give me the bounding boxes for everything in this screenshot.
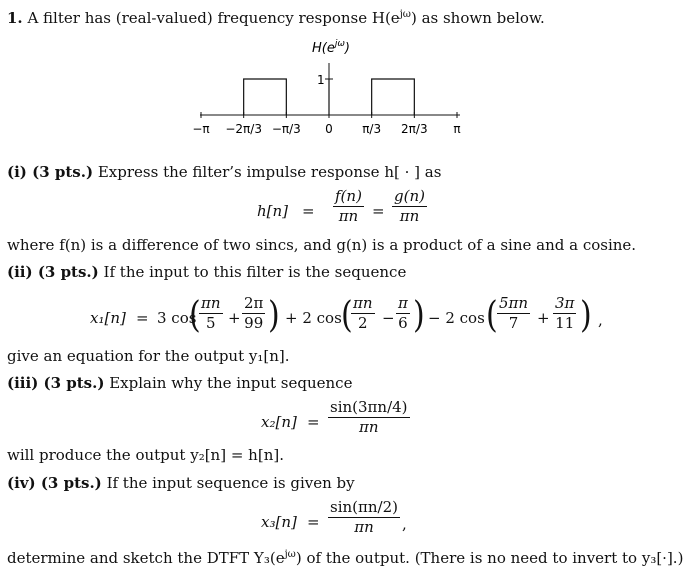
part2-b1-den: 99 xyxy=(244,314,264,332)
part4-lhs: x₃[n] xyxy=(261,513,297,531)
part2-a2-den: 2 xyxy=(357,314,368,332)
part2-a2 xyxy=(351,295,375,332)
problem-intro-tail: ) as shown below. xyxy=(410,9,545,27)
plot-ylabel: $H(e^{j\omega})$ xyxy=(312,39,350,56)
part1-f-num: f(n) xyxy=(335,187,362,205)
part4-follow xyxy=(7,546,683,567)
part2-a3 xyxy=(497,295,530,332)
part3-label: (iii) (3 pts.) xyxy=(7,374,105,392)
part3-follow: will produce the output y₂[n] = h[n]. xyxy=(7,446,284,464)
part2-a3-num: 5πn xyxy=(499,294,529,312)
problem-number: 1. xyxy=(7,9,23,27)
part2-prompt xyxy=(7,264,406,281)
part2-c3: − 2 cos xyxy=(428,309,485,327)
part1-label: (i) (3 pts.) xyxy=(7,163,94,181)
frequency-response-plot xyxy=(0,30,628,180)
part4-follow-sup: jω xyxy=(284,549,296,560)
problem-intro-sup: jω xyxy=(399,9,411,20)
part2-text: If the input to this filter is the sequence xyxy=(103,263,407,281)
part2-a1-num: πn xyxy=(201,294,221,312)
part2-lparen1: ( xyxy=(189,294,201,337)
part1-prompt xyxy=(7,164,441,181)
part3-lhs: x₂[n] xyxy=(261,413,297,431)
x-tick-label-2: −π/3 xyxy=(271,122,301,136)
part2-a2-num: πn xyxy=(353,294,373,312)
part4-text: If the input sequence is given by xyxy=(106,474,355,492)
part2-lhs: x₁[n] xyxy=(90,309,126,327)
part1-f-den: πn xyxy=(338,207,359,225)
part2-follow: give an equation for the output y₁[n]. xyxy=(7,347,290,365)
part4-den: πn xyxy=(354,518,374,536)
part2-rparen1: ) xyxy=(268,294,280,337)
part2-b3-den: 11 xyxy=(555,314,575,332)
part1-g-den: πn xyxy=(399,207,420,225)
part3-eq: = xyxy=(307,413,320,431)
problem-intro: A filter has (real-valued) frequency response H(e xyxy=(27,9,400,27)
passband-2 xyxy=(372,79,415,115)
part2-plus3: + xyxy=(537,309,550,327)
part4-num: sin(πn/2) xyxy=(330,498,398,516)
part2-c1: 3 cos xyxy=(157,309,197,327)
x-tick-label-4: π/3 xyxy=(362,122,382,136)
part2-b3 xyxy=(553,295,576,332)
part3-text: Explain why the input sequence xyxy=(109,374,353,392)
part1-lhs: h[n] xyxy=(257,202,289,220)
part4-label: (iv) (3 pts.) xyxy=(7,474,102,492)
x-tick-label-0: −π xyxy=(192,122,210,136)
part3-den: πn xyxy=(359,418,379,436)
part2-a1-den: 5 xyxy=(205,314,216,332)
part2-b2 xyxy=(396,295,410,332)
x-tick-label-3: 0 xyxy=(325,122,333,136)
x-tick-label-5: 2π/3 xyxy=(401,122,428,136)
part2-comma: , xyxy=(598,311,603,329)
part4-follow-tail: ) of the output. (There is no need to invert to y₃[·].) xyxy=(295,549,683,567)
passband-1 xyxy=(244,79,287,115)
part2-label: (ii) (3 pts.) xyxy=(7,263,99,281)
plot-y-tick-label: 1 xyxy=(317,73,325,87)
part2-a1 xyxy=(199,295,223,332)
part4-fraction xyxy=(328,499,400,536)
part4-follow-text: determine and sketch the DTFT Y₃(e xyxy=(7,549,285,567)
problem-statement xyxy=(7,6,545,27)
x-tick-label-1: −2π/3 xyxy=(225,122,262,136)
part2-plus1: + xyxy=(228,309,241,327)
part1-eq2: = xyxy=(372,202,385,220)
part1-eq: = xyxy=(302,202,315,220)
part3-num: sin(3πn/4) xyxy=(330,398,408,416)
plot-x-ticks xyxy=(192,112,460,136)
part2-rparen3: ) xyxy=(580,294,592,337)
part2-lparen2: ( xyxy=(341,294,353,337)
part2-c2: + 2 cos xyxy=(285,309,342,327)
part1-g-fraction xyxy=(392,188,427,225)
plot-marks xyxy=(244,79,415,115)
part2-b2-den: 6 xyxy=(398,314,408,332)
part2-b1 xyxy=(242,295,265,332)
part1-text: Express the filter’s impulse response h[ · ] as xyxy=(97,163,442,181)
part4-eq: = xyxy=(307,513,320,531)
part1-f-fraction xyxy=(333,188,364,225)
part2-b3-num: 3π xyxy=(555,294,575,312)
part1-g-num: g(n) xyxy=(394,187,425,205)
part3-fraction xyxy=(328,399,410,436)
part2-rparen2: ) xyxy=(413,294,425,337)
part4-comma: , xyxy=(402,515,407,533)
part2-eq: = xyxy=(136,309,149,327)
part1-where: where f(n) is a difference of two sincs, and g(n) is a product of a sine and a cosine. xyxy=(7,236,637,254)
x-tick-label-6: π xyxy=(453,122,461,136)
part2-a3-den: 7 xyxy=(508,314,519,332)
part2-lparen3: ( xyxy=(486,294,498,337)
part3-prompt xyxy=(7,375,352,392)
part2-b1-num: 2π xyxy=(244,294,264,312)
part4-prompt xyxy=(7,475,355,492)
part2-minus2: − xyxy=(382,309,395,327)
part2-b2-num: π xyxy=(398,294,408,312)
